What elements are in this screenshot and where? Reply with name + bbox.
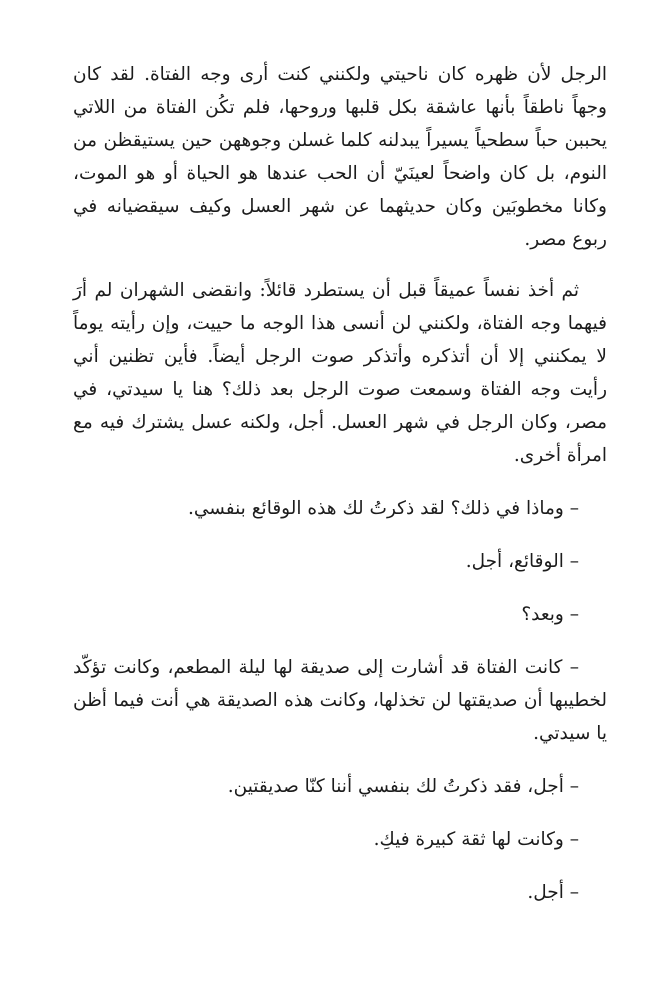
paragraph-1: الرجل لأن ظهره كان ناحيتي ولكنني كنت أرى وجه الفتاة. لقد كان وجهاً ناطقاً بأنها عاشقة بكل قلبها وروحها، فلم تكُن الفتاة من اللاتي يحببن حباً سطحياً يسيراً يبدلنه كلما غسلن وجوههن حين يستيقظن من النوم، بل كان واضحاً لعينَيّ أن الحب عندها هو الحياة أو هو الموت، وكانا مخطوبَين وكان حديثهما عن شهر العسل وكيف سيقضيانه في ربوع مصر. — [73, 64, 607, 250]
dialogue-paragraph: – كانت الفتاة قد أشارت إلى صديقة لها ليلة المطعم، وكانت تؤكّد لخطيبها أن صديقتها لن تخذلها، وكانت هذه الصديقة هي أنت فيما أظن يا سيدتي. — [73, 657, 607, 744]
dialogue-line-2: – الوقائع، أجل. — [465, 551, 579, 572]
dialogue-line-1: – وماذا في ذلك؟ لقد ذكرتُ لك هذه الوقائع بنفسي. — [187, 498, 579, 519]
dialogue-line-3: – وبعد؟ — [521, 604, 579, 625]
dialogue-line-4: – أجل، فقد ذكرتُ لك بنفسي أننا كنّا صديقتين. — [227, 776, 579, 797]
dialogue-line-6: – أجل. — [527, 882, 579, 903]
dialogue-line-5: – وكانت لها ثقة كبيرة فيكِ. — [373, 829, 579, 850]
paragraph-2: ثم أخذ نفساً عميقاً قبل أن يستطرد قائلاً: وانقضى الشهران لم أرَ فيهما وجه الفتاة، ولكنني لن أنسى هذا الوجه ما حييت، وإن رأيته يوماً لا يمكنني إلا أن أتذكره وأتذكر صوت الرجل أيضاً. فأين تظنين أني رأيت وجه الفتاة وسمعت صوت الرجل بعد ذلك؟ هنا يا سيدتي، في مصر، وكان الرجل في شهر العسل. أجل، ولكنه عسل يشترك فيه مع امرأة أخرى. — [73, 280, 607, 466]
book-page — [0, 58, 651, 1000]
